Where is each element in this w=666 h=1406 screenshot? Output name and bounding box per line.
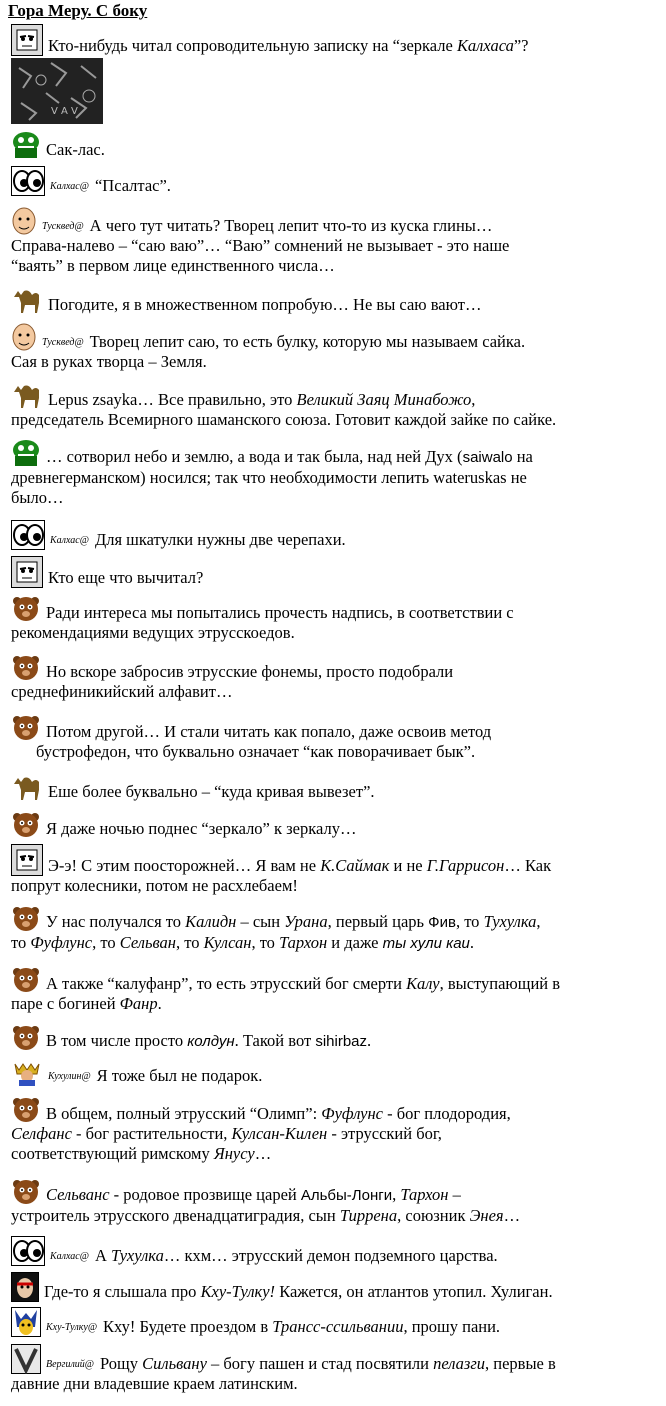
camel-avatar-icon <box>11 285 43 315</box>
message: Ради интереса мы попытались прочесть надпись, в соответствии с рекомендациями ведущих этрусскоедов. <box>11 593 656 643</box>
face-avatar-icon <box>11 206 37 236</box>
eyes-avatar-icon <box>11 166 45 196</box>
message: В общем, полный этрусский “Олимп”: Фуфлунс - бог плодородия, Селфанс - бог растительности, Кулсан-Килен - этрусский бог, соответствующий римскому Янусу… <box>11 1094 656 1164</box>
robot-avatar-icon <box>11 844 43 876</box>
message: Кху-Тулку@ Кху! Будете проездом в Трансс-ссильвании, прошу пани. <box>11 1307 656 1337</box>
eyes-avatar-icon <box>11 1236 45 1266</box>
message: Я даже ночью поднес “зеркало” к зеркалу… <box>11 809 656 839</box>
robot-avatar-icon <box>11 24 43 56</box>
camel-avatar-icon <box>11 380 43 410</box>
message: В том числе просто колдун. Такой вот sihirbaz. <box>11 1022 656 1052</box>
green-monster-avatar-icon <box>11 130 41 160</box>
message: Сельванс - родовое прозвище царей Альбы-Лонги, Тархон – устроитель этрусского двенадцатиградия, сын Тиррена, союзник Энея… <box>11 1176 656 1226</box>
message: Погодите, я в множественном попробую… Не вы саю вают… <box>11 285 656 315</box>
message: Калхас@ А Тухулка… кхм… этрусский демон подземного царства. <box>11 1236 656 1266</box>
bear-avatar-icon <box>11 1176 41 1206</box>
message: Потом другой… И стали читать как попало, даже освоив метод бустрофедон, что буквально означает “как поворачивает бык”. <box>11 712 656 762</box>
message: Но вскоре забросив этрусские фонемы, просто подобрали среднефиникийский алфавит… <box>11 652 656 702</box>
bear-avatar-icon <box>11 652 41 682</box>
message: Калхас@ “Псалтас”. <box>11 166 656 196</box>
message: А также “калуфанр”, то есть этрусский бог смерти Калу, выступающий в паре с богиней Фанр. <box>11 964 656 1014</box>
bear-avatar-icon <box>11 712 41 742</box>
message <box>11 58 656 126</box>
message: Тусквед@ Творец лепит саю, то есть булку, которую мы называем сайка. Сая в руках творца – Земля. <box>11 322 656 372</box>
message: Еше более буквально – “куда кривая вывезет”. <box>11 772 656 802</box>
message: Lepus zsayka… Все правильно, это Великий Заяц Минабожо, председатель Всемирного шаманского союза. Готовит каждой зайке по сайке. <box>11 380 656 430</box>
face-avatar-icon <box>11 322 37 352</box>
bear-avatar-icon <box>11 1022 41 1052</box>
page-title: Гора Меру. С боку <box>8 1 148 20</box>
message: Кто-нибудь читал сопроводительную записку на “зеркале Калхаса”? <box>11 24 656 56</box>
message: Кто еще что вычитал? <box>11 556 656 588</box>
warrior-avatar-icon <box>11 1060 43 1086</box>
bear-avatar-icon <box>11 1094 41 1124</box>
message: … сотворил небо и землю, а вода и так была, над ней Дух (saiwalo на древнегерманском) носился; так что необходимости лепить wateruskas не было… <box>11 438 656 508</box>
svg-text:V A V: V A V <box>51 106 78 117</box>
message: Кухулин@ Я тоже был не подарок. <box>11 1060 656 1086</box>
message: Калхас@ Для шкатулки нужны две черепахи. <box>11 520 656 550</box>
hooded-avatar-icon <box>11 1272 39 1302</box>
message: Где-то я слышала про Кху-Тулку! Кажется, он атлантов утопил. Хулиган. <box>11 1272 656 1302</box>
dark-pattern-image <box>11 58 103 124</box>
bear-avatar-icon <box>11 964 41 994</box>
message: Вергилий@ Рощу Сильвану – богу пашен и стад посвятили пелазги, первые в давние дни владевшие краем латинским. <box>11 1344 656 1394</box>
camel-avatar-icon <box>11 772 43 802</box>
bear-avatar-icon <box>11 903 41 933</box>
message: У нас получался то Калидн – сын Урана, первый царь Фив, то Тухулка, то Фуфлунс, то Сельван, то Кулсан, то Тархон и даже ты хули каи. <box>11 903 656 954</box>
letter-v-avatar-icon <box>11 1344 41 1374</box>
message: Э-э! С этим поосторожней… Я вам не К.Саймак и не Г.Гаррисон… Как попрут колесники, потом не расхлебаем! <box>11 844 656 896</box>
message: Тусквед@ А чего тут читать? Творец лепит что-то из куска глины… Справа-налево – “саю ваю”… “Ваю” сомнений не вызывает - это наше “ваять” в первом лице единственного числа… <box>11 206 656 276</box>
green-monster-avatar-icon <box>11 438 41 468</box>
bear-avatar-icon <box>11 593 41 623</box>
eyes-avatar-icon <box>11 520 45 550</box>
wolverine-avatar-icon <box>11 1307 41 1337</box>
message: Сак-лас. <box>11 130 656 160</box>
robot-avatar-icon <box>11 556 43 588</box>
bear-avatar-icon <box>11 809 41 839</box>
